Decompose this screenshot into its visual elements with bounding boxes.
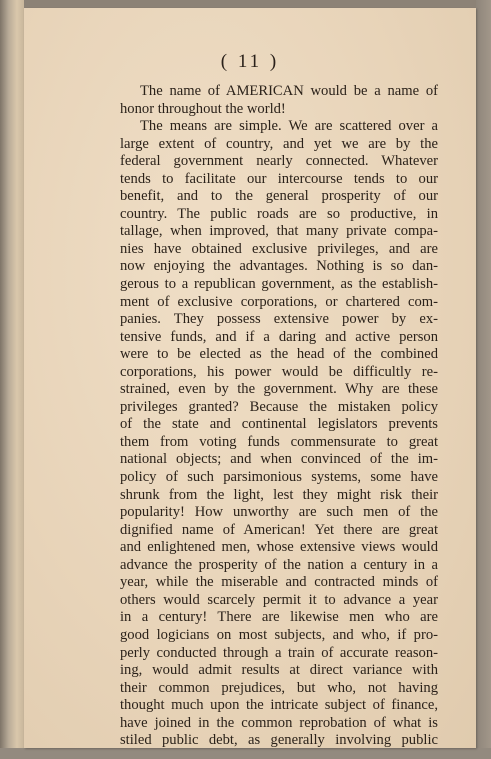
book-page (24, 8, 476, 748)
scan-background-right (476, 0, 491, 759)
page-number: ( 11 ) (220, 51, 280, 72)
text-line: perly conducted through a train of accurate reason- (120, 644, 438, 661)
text-line: privileges granted? Because the mistaken policy (120, 398, 438, 415)
text-line: advance the prosperity of the nation a century in a (120, 556, 438, 573)
text-line: federal government nearly connected. Whatever (120, 153, 438, 170)
text-line: were to be elected as the head of the combined (120, 346, 438, 363)
text-line: corporations, his power would be difficultly re- (120, 363, 438, 380)
text-line: and enlightened men, whose extensive views would (120, 539, 438, 556)
text-line: shrunk from the light, lest they might risk their (120, 486, 438, 503)
text-line: ment of exclusive corporations, or chartered com- (120, 293, 438, 310)
text-line: popularity! How unworthy are such men of the (120, 504, 438, 521)
text-line: tends to facilitate our intercourse tends to our (120, 170, 438, 187)
text-line: tensive funds, and if a daring and active person (120, 328, 438, 345)
text-line: year, while the miserable and contracted minds of (120, 574, 438, 591)
text-line: of the state and continental legislators prevents (120, 416, 438, 433)
text-line: have joined in the common reprobation of what is (120, 714, 438, 731)
text-line: The means are simple. We are scattered over a (140, 118, 438, 135)
text-line: dignified name of American! Yet there are great (120, 521, 438, 538)
text-line: The name of AMERICAN would be a name of (140, 83, 438, 99)
text-line: nies have obtained exclusive privileges, and are (120, 240, 438, 257)
text-line: strained, even by the government. Why are these (120, 381, 438, 398)
text-line: benefit, and to the general prosperity of our (120, 188, 438, 205)
text-line: policy of such parsimonious systems, some have (120, 469, 438, 486)
book-binding-edge (0, 0, 24, 759)
text-line: stiled public debt, as generally involving public (120, 732, 438, 749)
text-line: ing, would admit results at direct variance with (120, 662, 438, 679)
text-line: their common prejudices, but who, not having (120, 679, 438, 696)
text-line: good logicians on most subjects, and who, if pro- (120, 626, 438, 643)
text-line: now enjoying the advantages. Nothing is so dan- (120, 258, 438, 275)
text-line: national objects; and when convinced of the im- (120, 451, 438, 468)
text-line: thought much upon the intricate subject of finance, (120, 697, 438, 714)
text-line: panies. They possess extensive power by ex- (120, 311, 438, 328)
text-line: large extent of country, and yet we are by the (120, 135, 438, 152)
text-line: honor throughout the world! (120, 100, 286, 117)
text-line: tallage, when improved, that many private compa- (120, 223, 438, 240)
text-line: them from voting funds commensurate to great (120, 433, 438, 450)
text-line: others would scarcely permit it to advance a year (120, 591, 438, 608)
text-line: in a century! There are likewise men who are (120, 609, 438, 626)
body-text (120, 83, 438, 750)
text-line: country. The public roads are so productive, in (120, 205, 438, 222)
text-line: gerous to a republican government, as the establish- (120, 276, 438, 293)
